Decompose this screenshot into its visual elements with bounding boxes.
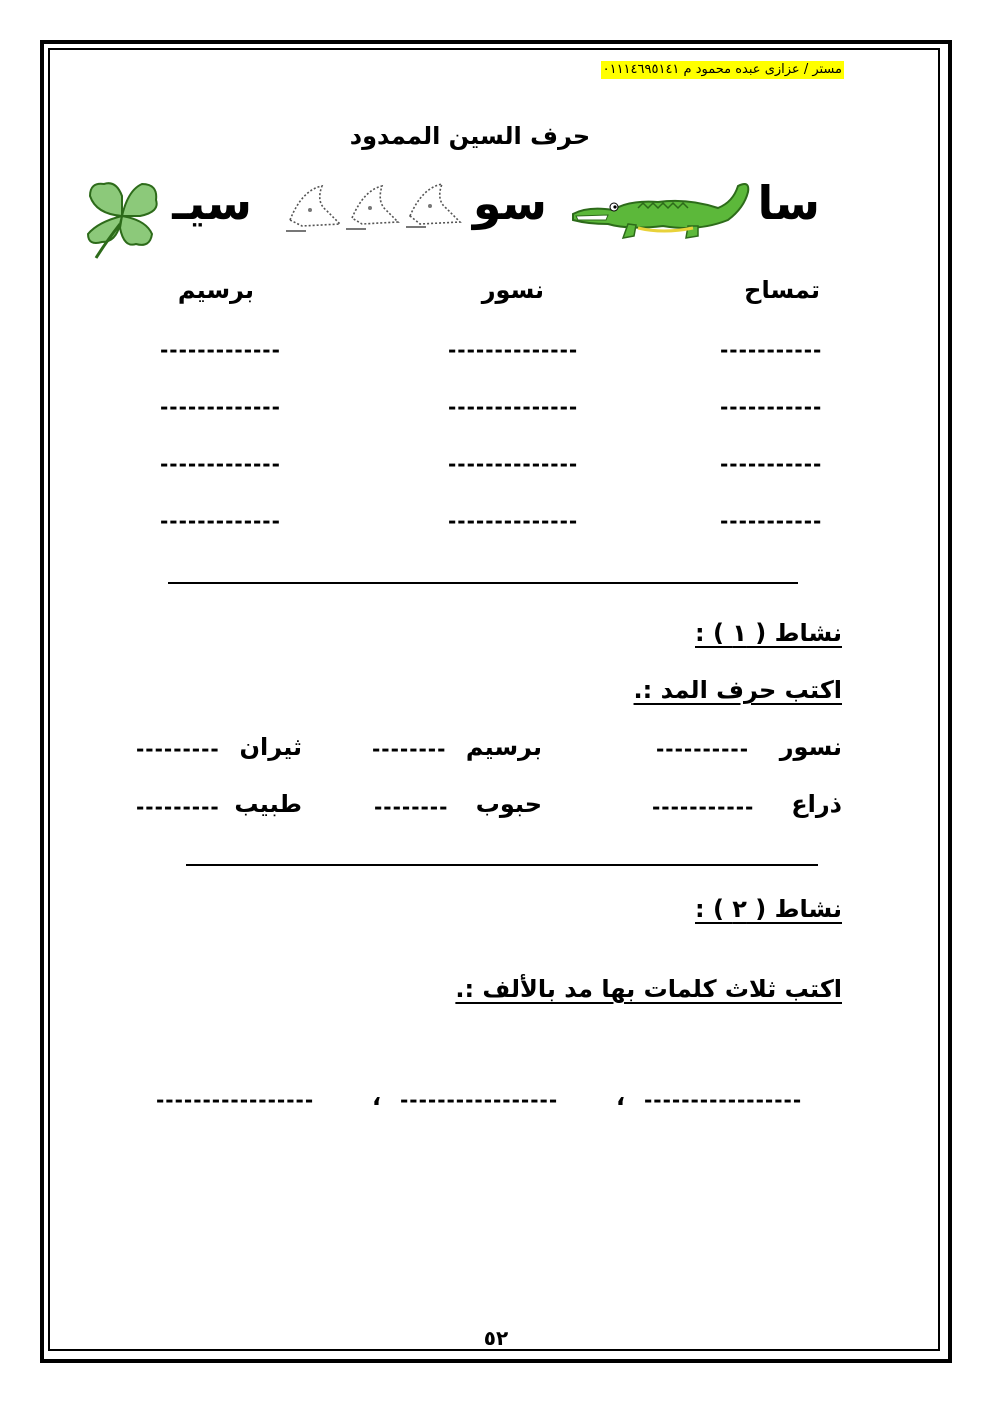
practice-line[interactable]: ----------- [720, 509, 823, 533]
answer-blank[interactable]: ----------------- [156, 1088, 315, 1112]
activity2-heading: نشاط ( ٢ ) : [695, 895, 842, 923]
crocodile-icon [568, 178, 753, 247]
practice-line[interactable]: ----------- [720, 452, 823, 476]
practice-line[interactable]: ------------- [160, 338, 281, 362]
teacher-credit: مستر / عزازى عبده محمود م ٠١١١٤٦٩٥١٤١ [602, 62, 842, 77]
exercise-word: نسور [779, 733, 842, 761]
practice-line[interactable]: ----------- [720, 338, 823, 362]
practice-line[interactable]: ------------- [160, 509, 281, 533]
clover-icon [76, 176, 168, 266]
exercise-blank[interactable]: --------- [136, 795, 220, 819]
practice-line[interactable]: ------------- [160, 395, 281, 419]
exercise-blank[interactable]: ---------- [656, 737, 750, 761]
activity1-heading: نشاط ( ١ ) : [695, 619, 842, 647]
exercise-word: طبيب [234, 790, 302, 818]
eagles-icon [282, 180, 467, 246]
comma-separator: ، [616, 1083, 626, 1111]
activity2-instruction: اكتب ثلاث كلمات بها مد بالألف :. [455, 975, 842, 1003]
exercise-blank[interactable]: ----------- [652, 795, 755, 819]
word-barseem: برسيم [177, 276, 254, 304]
practice-line[interactable]: -------------- [448, 338, 579, 362]
exercise-word: حبوب [475, 790, 542, 818]
exercise-word: ذراع [791, 790, 842, 818]
practice-line[interactable]: -------------- [448, 395, 579, 419]
exercise-word: برسيم [465, 733, 542, 761]
letter-su: سو [472, 176, 547, 230]
practice-line[interactable]: -------------- [448, 509, 579, 533]
practice-line[interactable]: -------------- [448, 452, 579, 476]
section-divider [168, 582, 798, 584]
letter-si: سيـ [172, 176, 252, 230]
exercise-word: ثيران [239, 733, 302, 761]
page-title: حرف السين الممدود [349, 122, 591, 150]
comma-separator: ، [372, 1083, 382, 1111]
practice-line[interactable]: ------------- [160, 452, 281, 476]
exercise-blank[interactable]: --------- [136, 737, 220, 761]
answer-blank[interactable]: ----------------- [644, 1088, 803, 1112]
activity1-instruction: اكتب حرف المد :. [633, 676, 842, 704]
page-number: ٥٢ [483, 1326, 509, 1350]
letter-sa: سا [757, 176, 820, 230]
answer-blank[interactable]: ----------------- [400, 1088, 559, 1112]
practice-line[interactable]: ----------- [720, 395, 823, 419]
word-nosour: نسور [481, 276, 544, 304]
exercise-blank[interactable]: -------- [372, 737, 447, 761]
section-divider [186, 864, 818, 866]
word-temsah: تمساح [744, 276, 820, 304]
exercise-blank[interactable]: -------- [374, 795, 449, 819]
